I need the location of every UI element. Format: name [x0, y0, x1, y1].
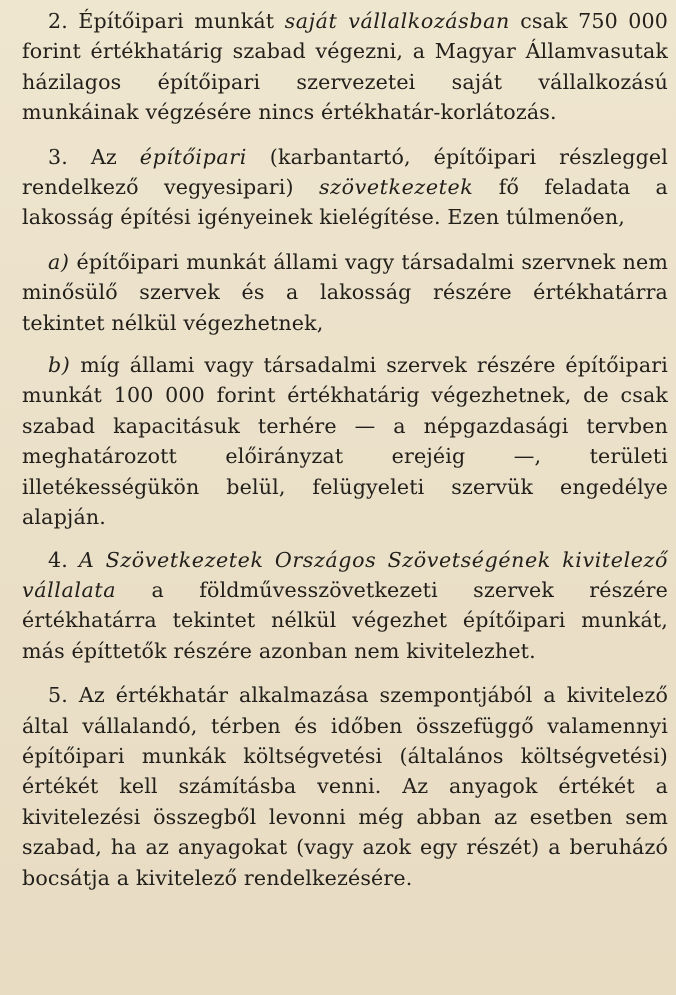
segment: 3. Az	[48, 144, 140, 169]
segment: csak 750 000 forint értékhatárig szabad végezni, a Magyar Államvasutak házilagos építőipari szervezetei saját vállalkozású munkáinak végzésére nincs értékhatár-korlátozás.	[22, 9, 669, 125]
italic-segment: A Szövetkezetek Országos Szövetségének kivitelező vállalata	[22, 547, 668, 602]
segment: míg állami vagy társadalmi szervek részére építőipari munkát 100 000 forint értékhatárig végezhetnek, de csak szabad kapacitásuk terhére — a népgazdasági tervben meghatározott előirányzat erejéig —, területi illetékességükön belül, felügyeleti szervük engedélye alapján.	[22, 353, 668, 530]
segment: a földművesszövetkezeti szervek részére értékhatárra tekintet nélkül végezhet építőipari munkát, más építtetők részére azonban nem kivitelezhet.	[22, 577, 668, 663]
segment: fő feladata a lakosság építési igényeinek kielégítése. Ezen túlmenően,	[22, 175, 668, 230]
italic-segment: szövetkezetek	[319, 175, 474, 200]
segment: 2. Építőipari munkát	[48, 9, 285, 33]
segment: 5. Az értékhatár alkalmazása szempontjából a kivitelező által vállalandó, térben és időben összefüggő valamennyi építőipari munkák költségvetési (általános költségvetési) értékét kell számításba venni. Az anyagok értékét a kivitelezési összegből levonni még abban az esetben sem szabad, ha az anyagokat (vagy azok egy részét) a beruházó bocsátja a kivitelező rendelkezésére.	[22, 683, 668, 890]
paragraph-2	[22, 6, 668, 128]
paragraph-3	[22, 142, 668, 233]
paragraph-5	[22, 680, 668, 893]
list-marker: b)	[48, 353, 71, 378]
paragraph-3a	[22, 247, 668, 338]
paragraph-3b	[22, 350, 668, 532]
paragraph-4	[22, 545, 668, 667]
segment: (karbantartó, építőipari részleggel rendelkező vegyesipari)	[22, 144, 668, 200]
segment: építőipari munkát állami vagy társadalmi szervnek nem minősülő szervek és a lakosság részére értékhatárra tekintet nélkül végezhetnek,	[22, 249, 668, 335]
segment: 4.	[48, 547, 79, 572]
italic-segment: építőipari	[139, 144, 247, 169]
list-marker: a)	[48, 249, 70, 274]
italic-segment: saját vállalkozásban	[284, 9, 510, 33]
